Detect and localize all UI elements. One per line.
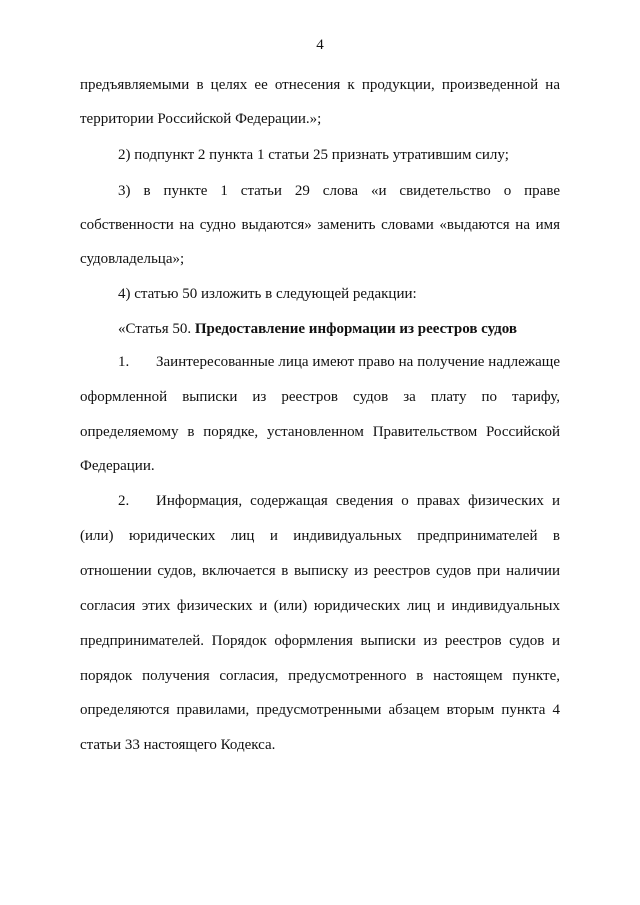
clause-2-line-1: Информация, содержащая сведения о правах физических и (156, 493, 560, 509)
clause-2-line-6: порядок получения согласия, предусмотренного в настоящем пункте, (80, 668, 560, 684)
text-line-1: предъявляемыми в целях ее отнесения к продукции, произведенной на (80, 77, 560, 93)
article-title: Предоставление информации из реестров судов (194, 321, 518, 337)
article-number: «Статья 50. (118, 321, 195, 337)
clause-2-line-8: статьи 33 настоящего Кодекса. (80, 737, 276, 753)
list-item-3-line-2: собственности на судно выдаются» заменить словами «выдаются на имя (80, 217, 560, 233)
clause-2-line-3: отношении судов, включается в выписку из реестров судов при наличии (80, 563, 560, 579)
clause-1-line-3: определяемому в порядке, установленном Правительством Российской (80, 424, 560, 440)
list-item-3-line-3: судовладельца»; (80, 251, 185, 267)
list-item-4: 4) статью 50 изложить в следующей редакции: (118, 286, 417, 302)
article-heading (118, 320, 517, 338)
clause-2-line-2: (или) юридических лиц и индивидуальных предпринимателей в (80, 528, 560, 544)
clause-1-line-1: Заинтересованные лица имеют право на получение надлежаще (156, 354, 560, 370)
clause-1-line-2: оформленной выписки из реестров судов за плату по тарифу, (80, 389, 560, 405)
text-line-2: территории Российской Федерации.»; (80, 111, 322, 127)
clause-2-line-4: согласия этих физических и (или) юридических лиц и индивидуальных (80, 598, 560, 614)
clause-2-number: 2. (118, 493, 130, 509)
clause-2-line-5: предпринимателей. Порядок оформления выписки из реестров судов и (80, 633, 560, 649)
clause-1-line-4: Федерации. (80, 458, 155, 474)
page-number: 4 (316, 37, 324, 53)
list-item-2: 2) подпункт 2 пункта 1 статьи 25 признать утратившим силу; (118, 147, 509, 163)
clause-1-number: 1. (118, 354, 130, 370)
list-item-3-line-1: 3) в пункте 1 статьи 29 слова «и свидетельство о праве (118, 183, 560, 199)
clause-2-line-7: определяются правилами, предусмотренными абзацем вторым пункта 4 (80, 702, 560, 718)
